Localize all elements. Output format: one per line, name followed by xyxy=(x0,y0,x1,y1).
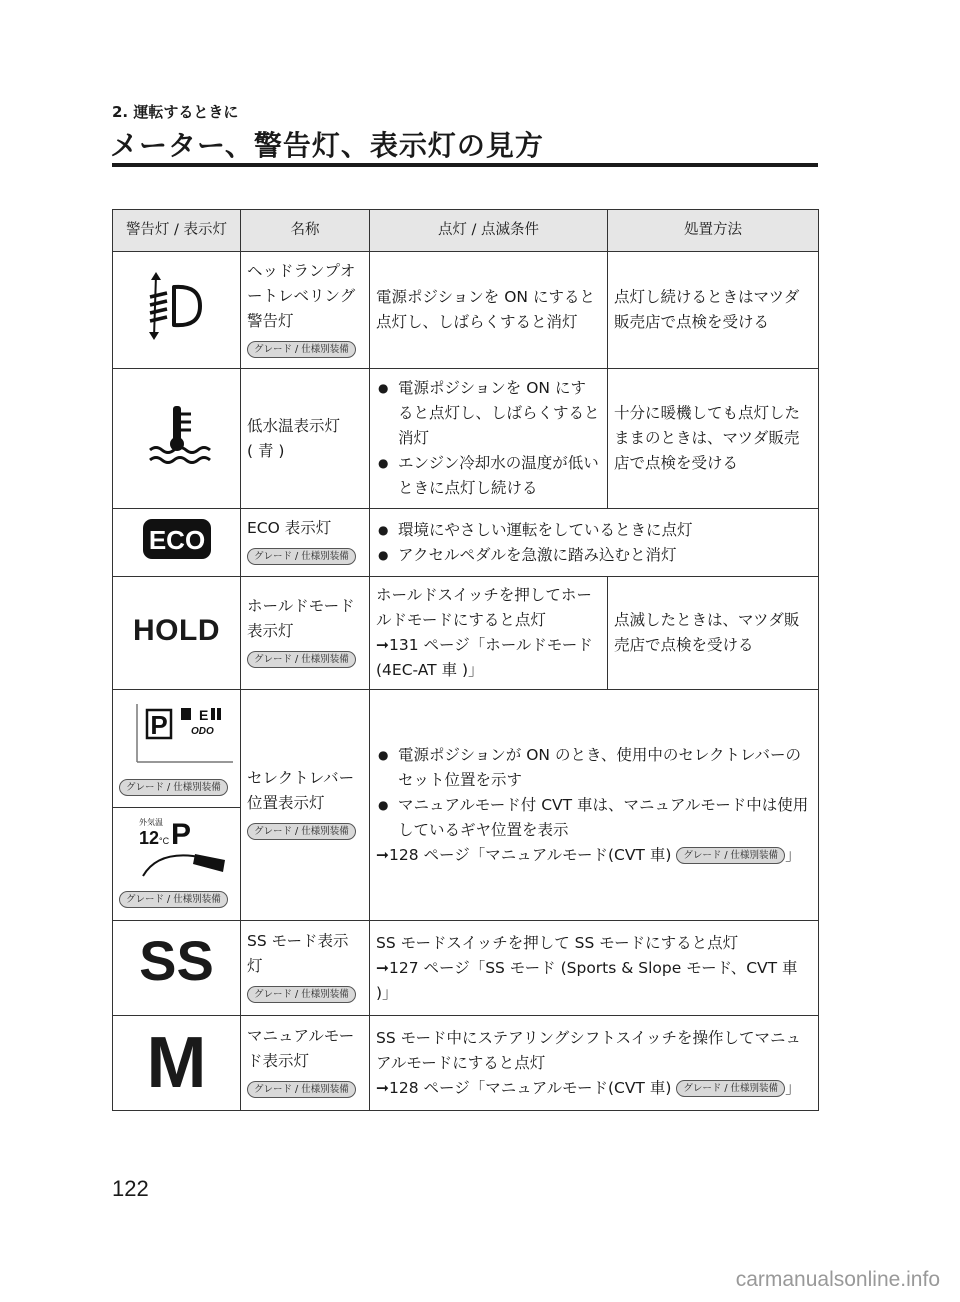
condition-text: SS モードスイッチを押して SS モードにすると点灯 xyxy=(376,933,739,952)
coolant-temperature-icon xyxy=(142,400,212,470)
list-item: ● 電源ポジションを ON にすると点灯し、しばらくすると消灯 xyxy=(376,376,601,451)
list-item: ● 環境にやさしい運転をしているときに点灯 xyxy=(376,518,812,543)
icon-cell xyxy=(113,369,241,509)
headlamp-leveling-icon xyxy=(142,271,212,341)
outside-temp-value: 12 xyxy=(139,828,160,848)
indicator-name: ECO 表示灯 xyxy=(247,519,332,537)
page-title: メーター、警告灯、表示灯の見方 xyxy=(110,129,544,162)
condition-cell xyxy=(370,577,608,690)
page-reference-end: 」 xyxy=(785,1078,801,1097)
condition-cell xyxy=(370,369,608,509)
name-cell xyxy=(241,369,370,509)
outside-temp-gear-icon xyxy=(137,814,233,880)
icon-cell xyxy=(113,577,241,690)
action-cell: 点灯し続けるときはマツダ販売店で点検を受ける xyxy=(608,252,819,369)
name-cell xyxy=(241,1016,370,1111)
eco-icon xyxy=(142,518,212,560)
grade-badge: グレード / 仕様別装備 xyxy=(247,548,356,565)
icon-variant-display xyxy=(113,808,240,920)
table-row xyxy=(113,252,819,369)
odo-text: ODO xyxy=(191,726,214,737)
action-cell: 点滅したときは、マツダ販売店で点検を受ける xyxy=(608,577,819,690)
list-item: ● 電源ポジションが ON のとき、使用中のセレクトレバーのセット位置を示す xyxy=(376,743,812,793)
page-reference-end: 」 xyxy=(785,845,801,864)
gear-p-text: P xyxy=(150,710,168,740)
table-row xyxy=(113,690,819,921)
grade-badge: グレード / 仕様別装備 xyxy=(247,341,356,358)
select-lever-position-icon xyxy=(135,700,235,766)
action-cell: 十分に暖機しても点灯したままのときは、マツダ販売店で点検を受ける xyxy=(608,369,819,509)
indicator-name: ヘッドランプオートレベリング警告灯 xyxy=(247,261,356,330)
eco-icon-text: ECO xyxy=(148,524,205,555)
icon-cell xyxy=(113,921,241,1016)
icon-cell xyxy=(113,252,241,369)
title-rule xyxy=(112,163,818,167)
icon-cell xyxy=(113,509,241,577)
icon-cell xyxy=(113,690,241,921)
name-cell xyxy=(241,921,370,1016)
icon-cell xyxy=(113,1016,241,1111)
name-cell xyxy=(241,509,370,577)
page-reference xyxy=(376,843,812,868)
page-number: 122 xyxy=(112,1176,149,1201)
table-header-row xyxy=(113,210,819,252)
grade-badge: グレード / 仕様別装備 xyxy=(119,891,228,908)
grade-badge: グレード / 仕様別装備 xyxy=(676,1080,785,1097)
condition-cell xyxy=(370,1016,819,1111)
condition-cell xyxy=(370,921,819,1016)
grade-badge: グレード / 仕様別装備 xyxy=(676,847,785,864)
indicator-name-sub: ( 青 ) xyxy=(247,441,285,460)
header-action: 処置方法 xyxy=(608,210,819,252)
page-reference-text: ➞128 ページ「マニュアルモード(CVT 車) xyxy=(376,845,672,864)
temp-unit: °C xyxy=(159,836,170,846)
table-row xyxy=(113,369,819,509)
indicator-name: ホールドモード表示灯 xyxy=(247,597,355,640)
icon-variant-meter xyxy=(113,690,240,808)
condition-text: SS モード中にステアリングシフトスイッチを操作してマニュアルモードにすると点灯 xyxy=(376,1028,801,1072)
grade-badge: グレード / 仕様別装備 xyxy=(119,779,228,796)
ss-mode-icon: SS xyxy=(139,929,214,992)
condition-cell: 電源ポジションを ON にすると点灯し、しばらくすると消灯 xyxy=(370,252,608,369)
list-item: ● エンジン冷却水の温度が低いときに点灯し続ける xyxy=(376,451,601,501)
condition-cell xyxy=(370,690,819,921)
indicator-name: セレクトレバー位置表示灯 xyxy=(247,769,355,812)
name-cell xyxy=(241,252,370,369)
name-cell xyxy=(241,577,370,690)
manual-mode-icon: M xyxy=(146,1023,207,1103)
list-item: ● マニュアルモード付 CVT 車は、マニュアルモード中は使用しているギヤ位置を表示 xyxy=(376,793,812,843)
section-label: 2. 運転するときに xyxy=(112,103,239,121)
header-condition: 点灯 / 点滅条件 xyxy=(370,210,608,252)
grade-badge: グレード / 仕様別装備 xyxy=(247,1081,356,1098)
indicator-name: 低水温表示灯 xyxy=(247,416,341,435)
grade-badge: グレード / 仕様別装備 xyxy=(247,823,356,840)
hold-icon: HOLD xyxy=(133,614,220,647)
indicator-name: SS モード表示灯 xyxy=(247,932,349,975)
table-row xyxy=(113,509,819,577)
condition-cell xyxy=(370,509,819,577)
page-reference: ➞127 ページ「SS モード (Sports & Slope モード、CVT 車 )」 xyxy=(376,958,798,1002)
name-cell xyxy=(241,690,370,921)
condition-text: ホールドスイッチを押してホールドモードにすると点灯 xyxy=(376,586,592,629)
header-name: 名称 xyxy=(241,210,370,252)
indicator-table xyxy=(112,209,819,1111)
page-reference xyxy=(376,1076,812,1101)
indicator-name: マニュアルモード表示灯 xyxy=(247,1027,355,1070)
grade-badge: グレード / 仕様別装備 xyxy=(247,986,356,1003)
page-reference: ➞131 ページ「ホールドモード (4EC-AT 車 )」 xyxy=(376,636,593,679)
list-item: ● アクセルペダルを急激に踏み込むと消灯 xyxy=(376,543,812,568)
gear-p-text: P xyxy=(171,818,192,851)
table-row xyxy=(113,921,819,1016)
outside-temp-label: 外気温 xyxy=(139,818,163,827)
header-indicator: 警告灯 / 表示灯 xyxy=(113,210,241,252)
grade-badge: グレード / 仕様別装備 xyxy=(247,651,356,668)
watermark: carmanualsonline.info xyxy=(735,1268,940,1291)
table-row xyxy=(113,577,819,690)
fuel-e-text: E xyxy=(199,707,209,723)
page-reference-text: ➞128 ページ「マニュアルモード(CVT 車) xyxy=(376,1078,672,1097)
table-row xyxy=(113,1016,819,1111)
